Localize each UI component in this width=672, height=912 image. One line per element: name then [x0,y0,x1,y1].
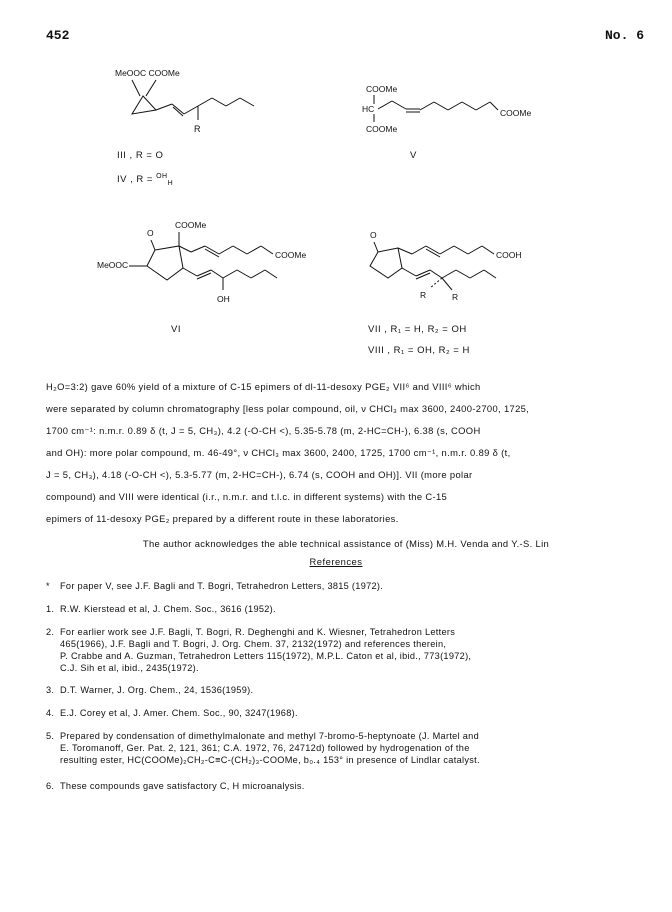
struct-iv-caption [117,173,173,187]
struct-viii-caption: VIII , R₁ = OH, R₂ = H [368,345,470,356]
structure-vii-viii-drawing [360,226,560,316]
body-line-4: and OH): more polar compound, m. 46-49°, ν CHCl₃ max 3600, 2400, 1725, 1700 cm⁻¹, n.m.r. 0.89 δ (t, [46,447,511,458]
body-line-6: compound) and VIII were identical (i.r., n.m.r. and t.l.c. in different systems) with the C-15 [46,491,448,502]
body-line-1: H₂O=3:2) gave 60% yield of a mixture of C-15 epimers of dl-11-desoxy PGE₂ VII⁶ and VIII⁶ which [46,381,481,392]
reference-num: * [46,581,50,591]
reference-text-line: P. Crabbe and A. Guzman, Tetrahedron Letters 115(1972), M.P.L. Caton et al, ibid., 773(1972), [60,651,472,661]
reference-4 [46,707,636,719]
body-line-7: epimers of 11-desoxy PGE₂ prepared by a different route in these laboratories. [46,513,399,524]
reference-3 [46,684,636,696]
reference-num: 3. [46,685,55,695]
page-number: 452 [46,28,70,43]
struct-vi-caption: VI [171,324,181,335]
reference-1 [46,603,636,615]
reference-text: For paper V, see J.F. Bagli and T. Bogri, Tetrahedron Letters, 3815 (1972). [60,581,384,591]
reference-text-line: 465(1966), J.F. Bagli and T. Bogri, J. Org. Chem. 37, 2132(1972) and references therein, [60,639,447,649]
struct-vii-label-r2: R [452,292,459,302]
struct-iii-label-r: R [194,124,201,134]
struct-vi-label-o: O [147,228,154,238]
reference-text-line: E. Toromanoff, Ger. Pat. 2, 121, 361; C.A. 1972, 76, 24712d) followed by hydrogenation of the [60,743,470,753]
struct-iii-caption: III , R = O [117,150,164,161]
struct-iv-h: H [167,180,174,188]
struct-vi-label-oh: OH [217,294,230,304]
structure-v-drawing [360,82,530,162]
structure-vi [95,220,315,320]
reference-text: D.T. Warner, J. Org. Chem., 24, 1536(1959). [60,685,254,695]
struct-v-caption: V [410,150,417,161]
reference-text-line: Prepared by condensation of dimethylmalonate and methyl 7-bromo-5-heptynoate (J. Martel and [60,731,480,741]
body-line-5: J = 5, CH₃), 4.18 (-O-CH <), 5.3-5.77 (m, 2-HC=CH-), 6.74 (s, COOH and OH)]. VII (more polar [46,469,473,480]
reference-6 [46,780,636,792]
reference-num: 5. [46,731,55,741]
structure-vii-viii [360,226,560,321]
struct-vi-label-meooc: MeOOC [97,260,129,270]
reference-text-line: resulting ester, HC(COOMe)₂CH₂-C≡C-(CH₂)₃-COOMe, b₀.₄ 153° in presence of Lindlar catalyst. [60,755,480,765]
reference-text: These compounds gave satisfactory C, H microanalysis. [60,781,305,791]
struct-vii-label-o: O [370,230,377,240]
struct-vii-caption: VII , R₁ = H, R₂ = OH [368,324,467,335]
reference-2 [46,626,636,674]
reference-text: R.W. Kierstead et al, J. Chem. Soc., 3616 (1952). [60,604,276,614]
struct-vii-label-cooh: COOH [496,250,522,260]
structure-v [360,82,530,167]
struct-v-label-cooMe-top: COOMe [366,84,398,94]
struct-vi-label-cooMe-top: COOMe [175,220,207,230]
struct-v-label-cooMe-bot: COOMe [366,124,398,134]
issue-number: No. 6 [604,28,644,43]
struct-iv-oh: OH [156,173,168,180]
body-line-3: 1700 cm⁻¹: n.m.r. 0.89 δ (t, J = 5, CH₃), 4.2 (-O-CH <), 5.35-5.78 (m, 2-HC=CH-), 6.38 (s, COOH [46,425,481,436]
reference-text: E.J. Corey et al, J. Amer. Chem. Soc., 90, 3247(1968). [60,708,298,718]
body-paragraph [46,376,636,530]
struct-vi-label-cooMe-end: COOMe [275,250,307,260]
struct-v-label-cooMe-end: COOMe [500,108,532,118]
reference-num: 2. [46,627,55,637]
acknowledgement: The author acknowledges the able technical assistance of (Miss) M.H. Venda and Y.-S. Lin [142,538,550,549]
structure-vi-drawing [95,220,315,315]
reference-num: 4. [46,708,55,718]
struct-v-label-hc: HC [362,104,375,114]
body-line-2: were separated by column chromatography [less polar compound, oil, ν CHCl₃ max 3600, 2400-2700, 1725, [46,403,530,414]
reference-5 [46,730,636,766]
reference-text-line: C.J. Sih et al, ibid., 2435(1972). [60,663,199,673]
reference-num: 1. [46,604,55,614]
references-title: References [309,556,363,567]
struct-iii-label-esters: MeOOC COOMe [115,68,180,78]
reference-text-line: For earlier work see J.F. Bagli, T. Bogri, R. Deghenghi and K. Wiesner, Tetrahedron Letters [60,627,456,637]
reference-num: 6. [46,781,55,791]
reference-star [46,580,636,592]
struct-vii-label-r1: R [420,290,427,300]
struct-iv-caption-text: IV , R = [117,174,153,186]
